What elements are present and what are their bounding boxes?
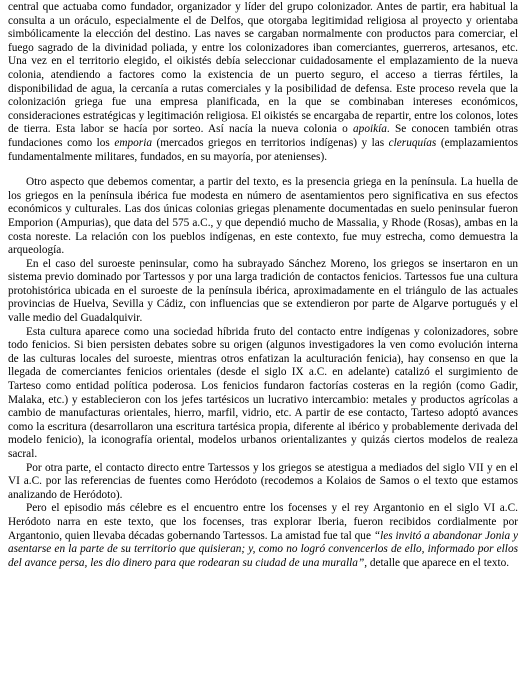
term-apoikia: apoikía	[353, 123, 387, 136]
paragraph-colonization-text-4: (emplazamientos fundamentalmente militares, fundados, en su mayoría, por atenienses).	[8, 136, 518, 163]
paragraph-colonization-text-3: (mercados griegos en territorios indígenas) y las	[151, 136, 389, 149]
paragraph-colonization-text: central que actuaba como fundador, organizador y líder del grupo colonizador. Antes de partir, era habitual la consulta a un oráculo, especialmente el de Delfos, que otorgaba legitimidad religiosa al proyecto y orientaba simbólicamente la elección del destino. Las naves se cargaban normalmente con productos para comerciar, el fuego sagrado de la divinidad poliada, y entre los colonizadores iban comerciantes, guerreros, artesanos, etc. Una vez en el territorio elegido, el oikistés debía seleccionar cuidadosamente el emplazamiento de la nueva colonia, atendiendo a factores como la existencia de un puerto seguro, el acceso a tierras fértiles, la disponibilidad de agua, la cercanía a rutas comerciales y la posibilidad de defensa. Este proceso revela que la colonización griega fue una empresa planificada, en la que se combinaban intereses económicos, consideraciones estratégicas y legitimación religiosa. El oikistés se encargaba de repartir, entre los colonos, lotes de tierra. Esta labor se hacía por sorteo. Así nacía la nueva colonia o	[8, 1, 518, 136]
herodotus-quote: “les invitó a abandonar Jonia y asentarse en la parte de su territorio que quisieran; y, como no logró convencerlos de ello, informado por ellos del avance persa, les dio dinero para que rodearan su ciudad de una muralla”	[8, 529, 518, 569]
paragraph-colonization	[8, 1, 518, 164]
paragraph-tartessos-culture: Esta cultura aparece como una sociedad híbrida fruto del contacto entre indígenas y colonizadores, sobre todo fenicios. Si bien persisten debates sobre su origen (algunos investigadores la ven como evolución interna de las culturas locales del suroeste, mientras otros enfatizan la aculturación fenicia), hay consenso en que la llegada de comerciantes fenicios orientales (desde el siglo IX a.C. en adelante) catalizó el surgimiento de Tarteso como entidad política poderosa. Los fenicios fundaron factorías costeras en la región (como Gadir, Malaka, etc.) y establecieron con los jefes tartésicos un lucrativo intercambio: metales y productos agrícolas a cambio de manufacturas orientales, hierro, marfil, vidrio, etc. A partir de ese contacto, Tarteso adoptó avances como la escritura (desarrollaron una escritura tartésica propia, diferente al ibérico y probablemente derivada del modelo fenicio), la iconografía oriental, modelos urbanos orientalizantes y quizás ciertos modelos de realeza sacral.	[8, 325, 518, 460]
term-cleruquias: cleruquías	[388, 136, 437, 149]
paragraph-direct-contact: Por otra parte, el contacto directo entre Tartessos y los griegos se atestigua a mediados del siglo VII y en el VI a.C. por las referencias de fuentes como Heródoto (recodemos a Kolaios de Samos o el texto que estamos analizando de Heródoto).	[8, 461, 518, 501]
term-emporia: emporia	[114, 136, 152, 149]
paragraph-colonization-text-2: . Se conocen también otras fundaciones como los	[8, 123, 518, 149]
paragraph-gap	[8, 164, 518, 176]
paragraph-greek-presence: Otro aspecto que debemos comentar, a partir del texto, es la presencia griega en la península. La huella de los griegos en la península ibérica fue modesta en número de asentamientos pero significativa en sus efectos económicos y culturales. Las dos únicas colonias griegas plenamente documentadas en suelo peninsular fueron Emporion (Ampurias), que data del 575 a.C., y que dependió mucho de Massalia, y Rhode (Rosas), ambas en la costa noreste. La relación con los pueblos indígenas, en este contexto, fue muy estrecha, como demuestra la arqueología.	[8, 176, 518, 257]
paragraph-argantonio	[8, 502, 518, 570]
paragraph-argantonio-text: Pero el episodio más célebre es el encuentro entre los focenses y el rey Argantonio en el siglo VI a.C. Heródoto narra en este texto, que los focenses, tras explorar Iberia, fueron recibidos cordialmente por Argantonio, quien llevaba décadas gobernando Tartessos. La amistad fue tal que	[8, 502, 518, 542]
paragraph-argantonio-tail: , detalle que aparece en el texto.	[364, 556, 510, 569]
paragraph-southwest: En el caso del suroeste peninsular, como ha subrayado Sánchez Moreno, los griegos se insertaron en un sistema previo dominado por Tartessos y por una larga tradición de contactos fenicios. Tartessos fue una cultura protohistórica ubicada en el suroeste de la península ibérica, aproximadamente en el triángulo de las actuales provincias de Huelva, Sevilla y Cádiz, con influencias que se extendieron por parte de Algarve portugués y el valle medio del Guadalquivir.	[8, 257, 518, 325]
